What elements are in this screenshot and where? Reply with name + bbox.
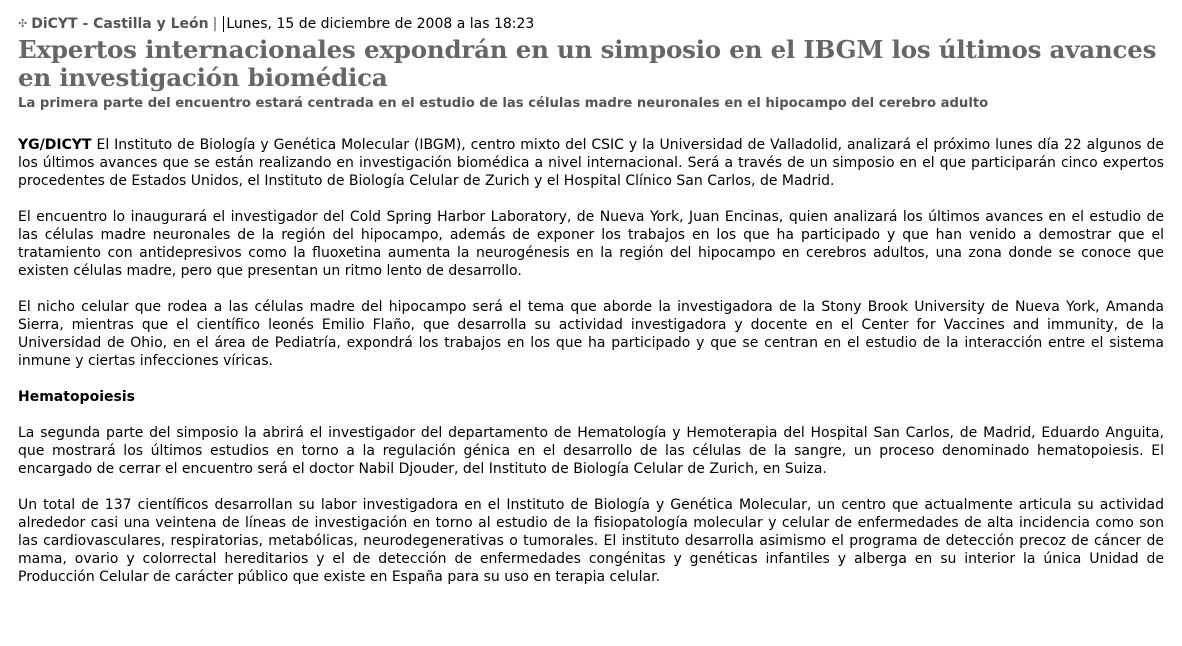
paragraph: El encuentro lo inaugurará el investigador del Cold Spring Harbor Laboratory, de Nueva York, Juan Encinas, quien analizará los últimos avances en el estudio de las células madre neuronales de la región del hipocampo, además de exponer los trabajos en los que ha participado y que han venido a demostrar que el tratamiento con antidepresivos como la fluoxetina aumenta la neurogénesis en la región del hipocampo en cerebros adultos, una zona donde se conoce que existen células madre, pero que presentan un ritmo lento de desarrollo.: [18, 209, 1164, 279]
article-header: [18, 15, 1164, 33]
header-separator: |: [212, 16, 218, 32]
paragraph: El nicho celular que rodea a las células madre del hipocampo será el tema que aborde la investigadora de la Stony Brook University de Nueva York, Amanda Sierra, mientras que el científico leonés Emilio Flaño, que desarrolla su actividad investigadora y docente en el Center for Vaccines and immunity, de la Universidad de Ohio, en el área de Pediatría, expondrá los trabajos en los que ha participado y que se centran en el estudio de la interacción entre el sistema inmune y ciertas infecciones víricas.: [18, 299, 1164, 369]
gear-icon: ✣: [18, 17, 28, 30]
paragraph: [18, 136, 1164, 190]
article-page: [18, 15, 1164, 586]
section-heading: Hematopoiesis: [18, 389, 135, 405]
article-body: [18, 136, 1164, 586]
article-title: Expertos internacionales expondrán en un simposio en el IBGM los últimos avances en investigación biomédica: [18, 35, 1157, 92]
paragraph: Un total de 137 científicos desarrollan su labor investigadora en el Instituto de Biología y Genética Molecular, un centro que actualmente articula su actividad alrededor casi una veintena de líneas de investigación en torno al estudio de la fisiopatología molecular y celular de enfermedades de alta incidencia como son las cardiovasculares, respiratorias, metabólicas, neurodegenerativas o tumorales. El instituto desarrolla asimismo el programa de detección precoz de cáncer de mama, ovario y colorrectal hereditarios y el de detección de enfermedades congénitas y genéticas infantiles y alberga en su interior la única Unidad de Producción Celular de carácter público que existe en España para su uso en terapia celular.: [18, 497, 1164, 585]
paragraph-text: El Instituto de Biología y Genética Molecular (IBGM), centro mixto del CSIC y la Universidad de Valladolid, analizará el próximo lunes día 22 algunos de los últimos avances que se están realizando en investigación biomédica a nivel internacional. Será a través de un simposio en el que participarán cinco expertos procedentes de Estados Unidos, el Instituto de Biología Celular de Zurich y el Hospital Clínico San Carlos, de Madrid.: [18, 137, 1165, 189]
section-name[interactable]: DiCYT - Castilla y León: [31, 16, 209, 32]
publish-date: Lunes, 15 de diciembre de 2008 a las 18:23: [223, 16, 534, 32]
article-subtitle: La primera parte del encuentro estará centrada en el estudio de las células madre neuronales en el hipocampo del cerebro adulto: [18, 96, 989, 111]
paragraph: La segunda parte del simposio la abrirá el investigador del departamento de Hematología y Hemoterapia del Hospital San Carlos, de Madrid, Eduardo Anguita, que mostrará los últimos estudios en torno a la regulación génica en el desarrollo de las células de la sangre, un proceso denominado hematopoiesis. El encargado de cerrar el encuentro será el doctor Nabil Djouder, del Instituto de Biología Celular de Zurich, en Suiza.: [18, 425, 1164, 477]
lead-tag: YG/DICYT: [18, 137, 92, 153]
